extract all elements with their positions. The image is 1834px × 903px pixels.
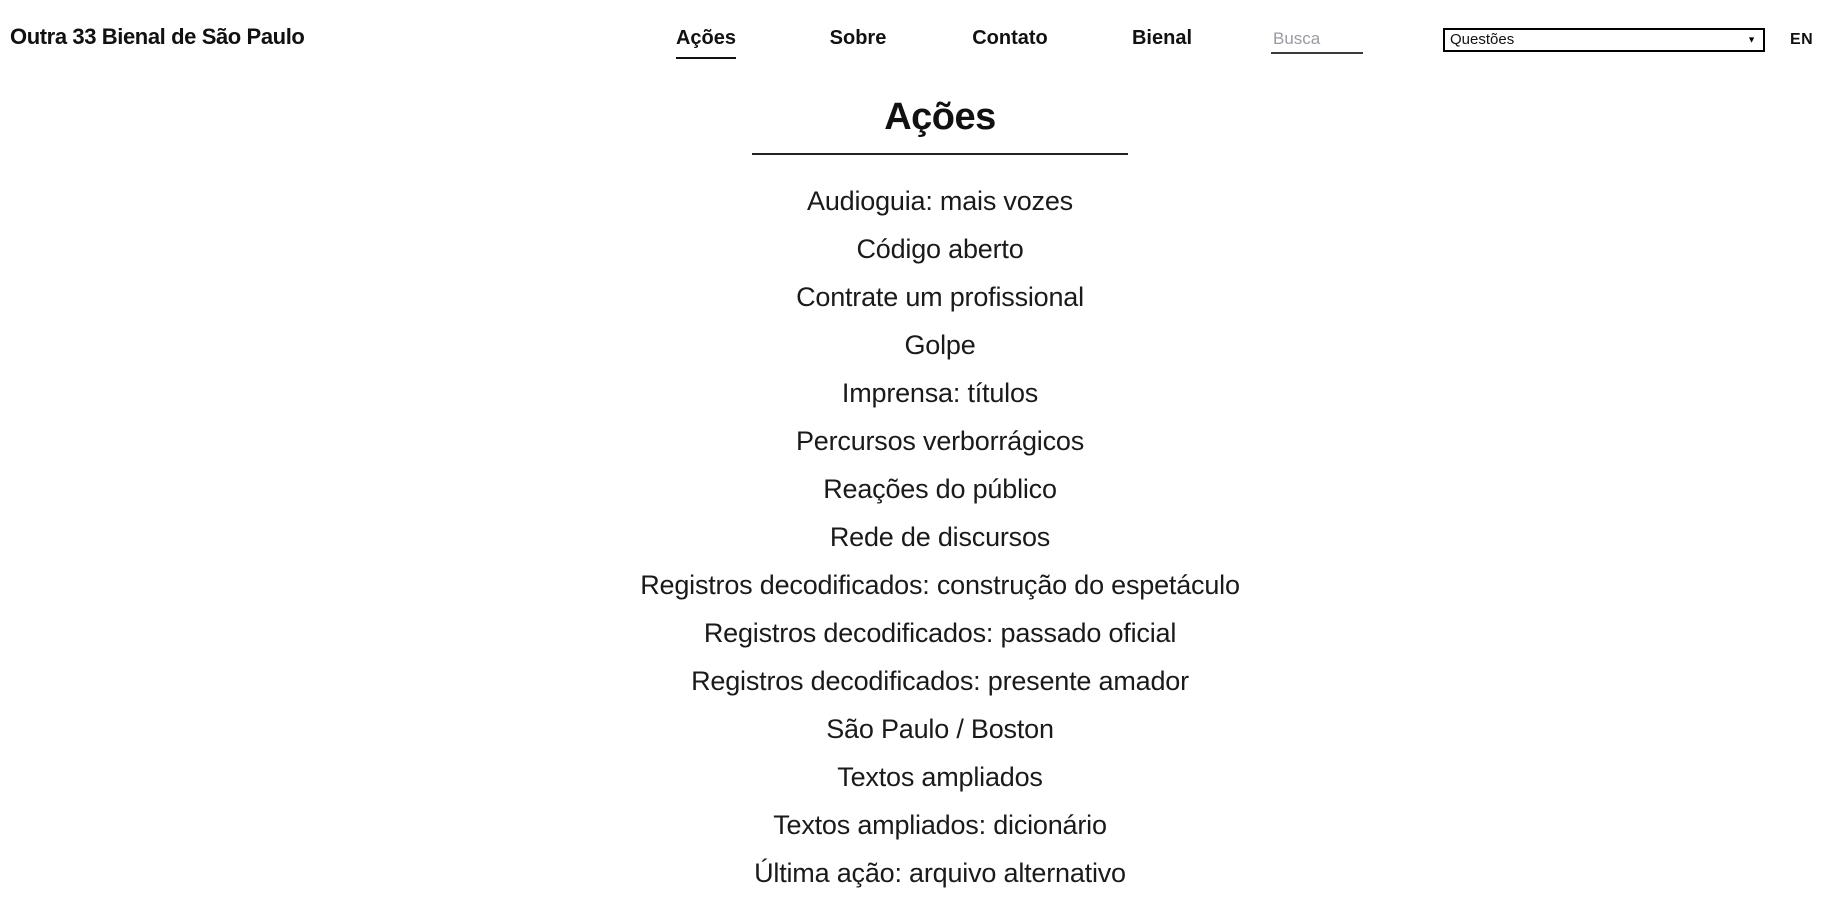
search-input[interactable] xyxy=(1271,29,1363,54)
list-item xyxy=(46,849,1834,897)
nav-item-label: Contato xyxy=(972,27,1048,49)
action-link[interactable]: Percursos verborrágicos xyxy=(795,426,1084,456)
chevron-down-icon: ▼ xyxy=(1747,34,1756,45)
nav-item-contato[interactable] xyxy=(934,27,1086,59)
action-link[interactable]: São Paulo / Boston xyxy=(826,714,1054,744)
action-link[interactable]: Registros decodificados: construção do espetáculo xyxy=(640,570,1240,600)
list-item xyxy=(46,657,1834,705)
list-item xyxy=(46,705,1834,753)
site-header xyxy=(0,0,1834,59)
list-item xyxy=(46,513,1834,561)
title-divider xyxy=(752,153,1128,155)
list-item xyxy=(46,273,1834,321)
site-title[interactable]: Outra 33 Bienal de São Paulo xyxy=(10,24,305,49)
list-item xyxy=(46,609,1834,657)
list-item xyxy=(46,321,1834,369)
list-item xyxy=(46,561,1834,609)
list-item xyxy=(46,177,1834,225)
nav-item-bienal[interactable] xyxy=(1086,27,1238,59)
page-title: Ações xyxy=(884,96,996,138)
action-link[interactable]: Última ação: arquivo alternativo xyxy=(754,858,1126,888)
list-item xyxy=(46,753,1834,801)
action-link[interactable]: Registros decodificados: presente amador xyxy=(691,666,1189,696)
action-link[interactable]: Rede de discursos xyxy=(829,522,1051,552)
list-item xyxy=(46,417,1834,465)
nav-item-sobre[interactable] xyxy=(782,27,934,59)
nav-item-label: Sobre xyxy=(829,27,887,49)
action-link[interactable]: Código aberto xyxy=(856,234,1024,264)
action-link[interactable]: Golpe xyxy=(904,330,976,360)
action-link[interactable]: Audioguia: mais vozes xyxy=(807,186,1073,216)
main-nav xyxy=(630,27,1238,59)
questions-select[interactable] xyxy=(1443,28,1765,52)
action-link[interactable]: Registros decodificados: passado oficial xyxy=(703,618,1177,648)
questions-dropdown xyxy=(1443,28,1765,52)
main-content xyxy=(0,95,1834,897)
list-item xyxy=(46,801,1834,849)
action-link[interactable]: Reações do público xyxy=(823,474,1057,504)
action-link[interactable]: Textos ampliados: dicionário xyxy=(773,810,1107,840)
language-toggle-en[interactable]: EN xyxy=(1790,31,1814,48)
nav-item-label: Bienal xyxy=(1131,27,1193,49)
action-link[interactable]: Contrate um profissional xyxy=(796,282,1084,312)
action-link[interactable]: Imprensa: títulos xyxy=(841,378,1039,408)
list-item xyxy=(46,465,1834,513)
list-item xyxy=(46,369,1834,417)
action-link[interactable]: Textos ampliados xyxy=(837,762,1043,792)
actions-list xyxy=(46,177,1834,897)
list-item xyxy=(46,225,1834,273)
nav-item-acoes[interactable] xyxy=(630,27,782,59)
nav-item-label: Ações xyxy=(676,27,736,59)
